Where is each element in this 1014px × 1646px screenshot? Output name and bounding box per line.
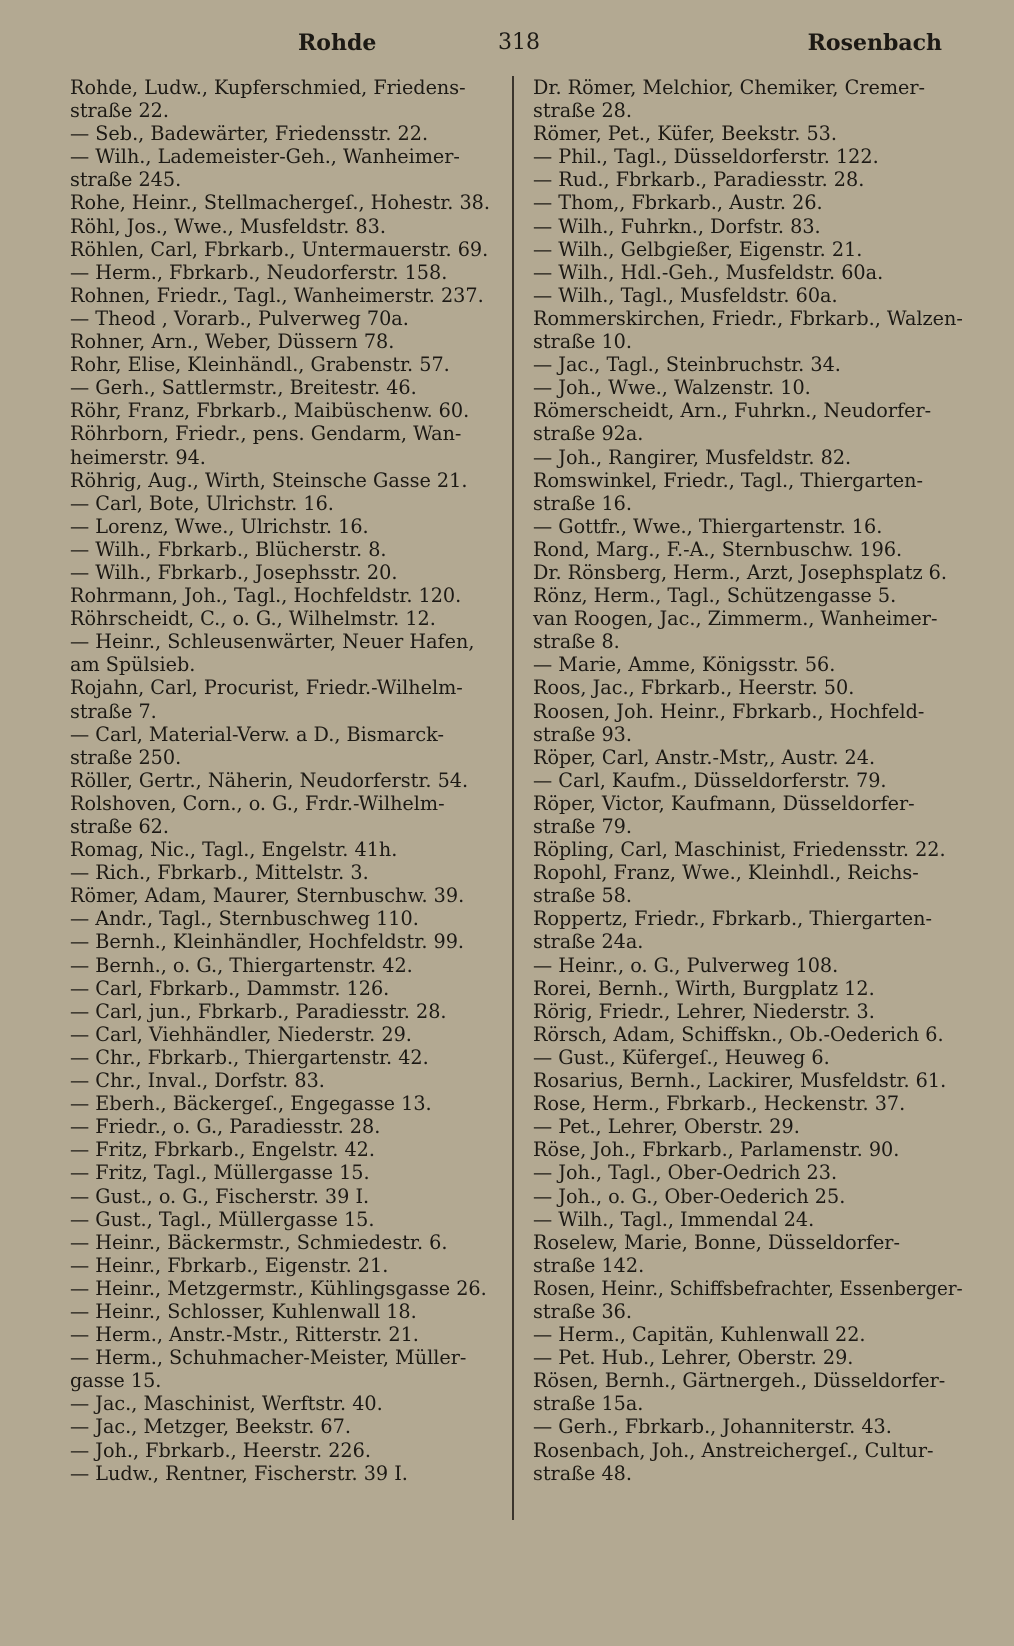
directory-line: — Carl, Material-Verw. a D., Bismarck- — [70, 722, 444, 746]
directory-line: straße 58. — [533, 884, 632, 908]
directory-line: Rorei, Bernh., Wirth, Burgplatz 12. — [533, 976, 875, 1000]
directory-line: — Gerh., Sattlermstr., Breitestr. 46. — [70, 376, 417, 400]
directory-line: Rohr, Elise, Kleinhändl., Grabenstr. 57. — [70, 353, 450, 377]
directory-line: — Eberh., Bäckergeſ., Engegasse 13. — [70, 1092, 432, 1116]
directory-line: Roppertz, Friedr., Fbrkarb., Thiergarten- — [533, 907, 932, 931]
directory-line: Ropohl, Franz, Wwe., Kleinhdl., Reichs- — [533, 861, 919, 885]
directory-line: Rojahn, Carl, Procurist, Friedr.-Wilhelm- — [70, 676, 463, 700]
directory-line: van Roogen, Jac., Zimmerm., Wanheimer- — [533, 607, 938, 631]
directory-line: — Gust., o. G., Fischerstr. 39 I. — [70, 1184, 370, 1208]
directory-line: Rösen, Bernh., Gärtnergeh., Düsseldorfer- — [533, 1369, 946, 1393]
directory-line: Röhrig, Aug., Wirth, Steinsche Gasse 21. — [70, 468, 468, 492]
header-last-name: Rosenbach — [807, 30, 942, 56]
directory-line: Rohde, Ludw., Kupferschmied, Friedens- — [70, 76, 466, 99]
directory-line: — Carl, Fbrkarb., Dammstr. 126. — [70, 976, 390, 1000]
directory-line: — Bernh., Kleinhändler, Hochfeldstr. 99. — [70, 930, 465, 954]
directory-line: Röhr, Franz, Fbrkarb., Maibüschenw. 60. — [70, 399, 470, 423]
directory-line: Rommerskirchen, Friedr., Fbrkarb., Walzen- — [533, 306, 963, 330]
directory-line: — Pet., Lehrer, Oberstr. 29. — [533, 1115, 800, 1139]
directory-line: — Wilh., Lademeister-Geh., Wanheimer- — [70, 145, 460, 169]
directory-line: — Fritz, Fbrkarb., Engelstr. 42. — [70, 1138, 375, 1162]
directory-line: straße 93. — [533, 722, 632, 746]
directory-line: Rolshoven, Corn., o. G., Frdr.-Wilhelm- — [70, 791, 445, 815]
directory-line: straße 10. — [533, 330, 632, 354]
directory-line: Romswinkel, Friedr., Tagl., Thiergarten- — [533, 468, 923, 492]
column-divider — [512, 76, 514, 1520]
directory-line: — Chr., Inval., Dorfstr. 83. — [70, 1069, 325, 1093]
directory-line: — Carl, Bote, Ulrichstr. 16. — [70, 491, 334, 515]
directory-line: Rosenbach, Joh., Anstreichergeſ., Cultur- — [533, 1438, 934, 1462]
directory-line: — Joh., Rangirer, Musfeldstr. 82. — [533, 445, 852, 469]
directory-line: straße 92a. — [533, 422, 644, 446]
directory-line: — Theod , Vorarb., Pulverweg 70a. — [70, 306, 409, 330]
right-column — [533, 76, 963, 1485]
directory-line: — Wilh., Tagl., Musfeldstr. 60a. — [533, 283, 838, 307]
header-first-name: Rohde — [298, 30, 377, 56]
directory-line: — Herm., Fbrkarb., Neudorferstr. 158. — [70, 260, 448, 284]
directory-line: Röper, Victor, Kaufmann, Düsseldorfer- — [533, 791, 915, 815]
directory-line: straße 62. — [70, 815, 169, 838]
directory-line: Rosarius, Bernh., Lackirer, Musfeldstr. 61. — [533, 1069, 947, 1093]
directory-line: — Gerh., Fbrkarb., Johanniterstr. 43. — [533, 1415, 892, 1439]
directory-line: Roos, Jac., Fbrkarb., Heerstr. 50. — [533, 676, 855, 700]
directory-line: straße 7. — [70, 699, 157, 723]
directory-line: gasse 15. — [70, 1369, 162, 1393]
directory-line: Röhrborn, Friedr., pens. Gendarm, Wan- — [70, 422, 462, 446]
directory-line: — Thom,, Fbrkarb., Austr. 26. — [533, 191, 823, 215]
directory-line: — Carl, Kaufm., Düsseldorferstr. 79. — [533, 768, 887, 792]
directory-line: Röller, Gertr., Näherin, Neudorferstr. 54. — [70, 768, 469, 792]
directory-line: — Heinr., Metzgermstr., Kühlingsgasse 26. — [70, 1276, 487, 1300]
directory-line: — Wilh., Gelbgießer, Eigenstr. 21. — [533, 237, 863, 261]
directory-line: — Joh., o. G., Ober-Oederich 25. — [533, 1184, 846, 1208]
directory-line: — Joh., Tagl., Ober-Oedrich 23. — [533, 1161, 838, 1185]
directory-line: — Wilh., Fbrkarb., Blücherstr. 8. — [70, 537, 387, 561]
directory-line: Röhl, Jos., Wwe., Musfeldstr. 83. — [70, 214, 386, 238]
page-number: 318 — [498, 30, 540, 55]
directory-line: Dr. Rönsberg, Herm., Arzt, Josephsplatz 6. — [533, 560, 947, 584]
directory-line: Romag, Nic., Tagl., Engelstr. 41h. — [70, 838, 398, 862]
directory-line: Röpling, Carl, Maschinist, Friedensstr. 22. — [533, 838, 946, 862]
directory-line: Roselew, Marie, Bonne, Düsseldorfer- — [533, 1230, 900, 1254]
directory-line: straße 142. — [533, 1253, 645, 1277]
directory-line: — Friedr., o. G., Paradiesstr. 28. — [70, 1115, 381, 1139]
directory-line: — Pet. Hub., Lehrer, Oberstr. 29. — [533, 1346, 854, 1370]
directory-line: Rohner, Arn., Weber, Düssern 78. — [70, 330, 395, 354]
directory-line: straße 79. — [533, 815, 632, 838]
directory-line: — Wilh., Fbrkarb., Josephsstr. 20. — [70, 560, 398, 584]
directory-line: — Heinr., Schleusenwärter, Neuer Hafen, — [70, 630, 475, 654]
directory-line: straße 28. — [533, 99, 632, 123]
directory-line: — Bernh., o. G., Thiergartenstr. 42. — [70, 953, 413, 977]
directory-line: straße 8. — [533, 630, 620, 654]
directory-line: — Wilh., Tagl., Immendal 24. — [533, 1207, 815, 1231]
directory-line: straße 36. — [533, 1299, 632, 1323]
directory-line: — Jac., Tagl., Steinbruchstr. 34. — [533, 353, 841, 377]
directory-line: — Gottfr., Wwe., Thiergartenstr. 16. — [533, 514, 883, 538]
directory-line: — Marie, Amme, Königsstr. 56. — [533, 653, 836, 677]
directory-line: am Spülsieb. — [70, 653, 196, 677]
directory-line: straße 15a. — [533, 1392, 644, 1416]
directory-line: Rönz, Herm., Tagl., Schützengasse 5. — [533, 584, 897, 608]
directory-line: — Rich., Fbrkarb., Mittelstr. 3. — [70, 861, 369, 885]
directory-line: Dr. Römer, Melchior, Chemiker, Cremer- — [533, 76, 926, 99]
directory-line: — Chr., Fbrkarb., Thiergartenstr. 42. — [70, 1045, 429, 1069]
left-column — [70, 76, 495, 1485]
directory-line: — Herm., Anstr.-Mstr., Ritterstr. 21. — [70, 1323, 419, 1347]
directory-line: — Andr., Tagl., Sternbuschweg 110. — [70, 907, 419, 931]
directory-line: — Wilh., Hdl.-Geh., Musfeldstr. 60a. — [533, 260, 884, 284]
directory-line: — Herm., Schuhmacher-Meister, Müller- — [70, 1346, 467, 1370]
directory-line: Rohe, Heinr., Stellmachergeſ., Hohestr. 38. — [70, 191, 490, 215]
directory-line: — Gust., Tagl., Müllergasse 15. — [70, 1207, 375, 1231]
directory-line: straße 48. — [533, 1461, 632, 1485]
directory-line: heimerstr. 94. — [70, 445, 206, 469]
directory-line: — Jac., Maschinist, Werftstr. 40. — [70, 1392, 383, 1416]
directory-line: — Wilh., Fuhrkn., Dorfstr. 83. — [533, 214, 821, 238]
directory-line: — Joh., Wwe., Walzenstr. 10. — [533, 376, 811, 400]
directory-line: — Joh., Fbrkarb., Heerstr. 226. — [70, 1438, 371, 1462]
directory-line: — Carl, Viehhändler, Niederstr. 29. — [70, 1022, 412, 1046]
directory-line: — Gust., Küfergeſ., Heuweg 6. — [533, 1045, 830, 1069]
directory-line: Röhlen, Carl, Fbrkarb., Untermauerstr. 69. — [70, 237, 489, 261]
directory-line: — Herm., Capitän, Kuhlenwall 22. — [533, 1323, 866, 1347]
directory-line: straße 22. — [70, 99, 169, 123]
directory-line: Röhrscheidt, C., o. G., Wilhelmstr. 12. — [70, 607, 436, 631]
directory-line: straße 24a. — [533, 930, 644, 954]
directory-line: Römer, Adam, Maurer, Sternbuschw. 39. — [70, 884, 465, 908]
directory-line: — Fritz, Tagl., Müllergasse 15. — [70, 1161, 370, 1185]
directory-line: — Heinr., Bäckermstr., Schmiedestr. 6. — [70, 1230, 448, 1254]
directory-line: straße 16. — [533, 491, 632, 515]
directory-line: — Jac., Metzger, Beekstr. 67. — [70, 1415, 351, 1439]
directory-line: — Lorenz, Wwe., Ulrichstr. 16. — [70, 514, 369, 538]
directory-line: — Ludw., Rentner, Fischerstr. 39 I. — [70, 1461, 408, 1485]
directory-line: Rohnen, Friedr., Tagl., Wanheimerstr. 237. — [70, 283, 484, 307]
directory-line: straße 250. — [70, 745, 182, 769]
directory-line: Röper, Carl, Anstr.-Mstr,, Austr. 24. — [533, 745, 876, 769]
directory-line: Röse, Joh., Fbrkarb., Parlamenstr. 90. — [533, 1138, 900, 1162]
directory-line: — Phil., Tagl., Düsseldorferstr. 122. — [533, 145, 879, 169]
directory-line: straße 245. — [70, 168, 182, 192]
directory-line: Roosen, Joh. Heinr., Fbrkarb., Hochfeld- — [533, 699, 925, 723]
directory-line: Rosen, Heinr., Schiffsbefrachter, Essenberger- — [533, 1276, 963, 1300]
directory-line: — Heinr., Schlosser, Kuhlenwall 18. — [70, 1299, 417, 1323]
directory-line: Römer, Pet., Küfer, Beekstr. 53. — [533, 122, 837, 146]
directory-line: Rohrmann, Joh., Tagl., Hochfeldstr. 120. — [70, 584, 462, 608]
directory-line: — Heinr., o. G., Pulverweg 108. — [533, 953, 839, 977]
directory-line: — Carl, jun., Fbrkarb., Paradiesstr. 28. — [70, 999, 447, 1023]
page-header — [70, 26, 962, 60]
directory-line: — Seb., Badewärter, Friedensstr. 22. — [70, 122, 429, 146]
directory-line: Rörsch, Adam, Schiffskn., Ob.-Oederich 6. — [533, 1022, 944, 1046]
directory-line: Römerscheidt, Arn., Fuhrkn., Neudorfer- — [533, 399, 932, 423]
directory-line: Rörig, Friedr., Lehrer, Niederstr. 3. — [533, 999, 875, 1023]
directory-line: Rose, Herm., Fbrkarb., Heckenstr. 37. — [533, 1092, 906, 1116]
directory-line: Rond, Marg., F.-A., Sternbuschw. 196. — [533, 537, 903, 561]
directory-line: — Heinr., Fbrkarb., Eigenstr. 21. — [70, 1253, 389, 1277]
directory-line: — Rud., Fbrkarb., Paradiesstr. 28. — [533, 168, 865, 192]
